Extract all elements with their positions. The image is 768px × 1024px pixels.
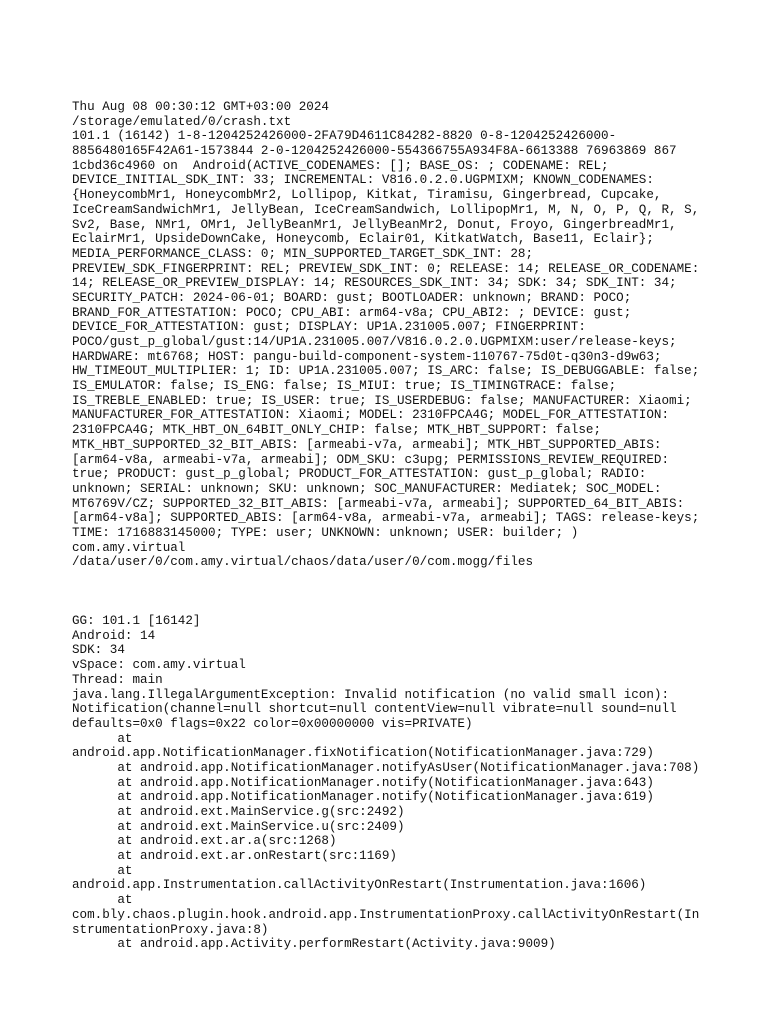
stack-frame: strumentationProxy.java:8) [72, 922, 269, 937]
device-info-line: {HoneycombMr1, HoneycombMr2, Lollipop, Kitkat, Tiramisu, Gingerbread, Cupcake, [72, 188, 662, 203]
crash-log-document [72, 100, 712, 952]
device-info-line: DEVICE_INITIAL_SDK_INT: 33; INCREMENTAL: V816.0.2.0.UGPMIXM; KNOWN_CODENAMES: [72, 173, 654, 188]
device-info-line: MTK_HBT_SUPPORTED_32_BIT_ABIS: [armeabi-v7a, armeabi]; MTK_HBT_SUPPORTED_ABIS: [72, 437, 662, 452]
stack-frame: at [72, 731, 133, 746]
device-info-line: true; PRODUCT: gust_p_global; PRODUCT_FOR_ATTESTATION: gust_p_global; RADIO: [72, 467, 647, 482]
spacer [72, 570, 712, 585]
device-info-line: DEVICE_FOR_ATTESTATION: gust; DISPLAY: UP1A.231005.007; FINGERPRINT: [72, 320, 586, 335]
package-name: com.amy.virtual [72, 540, 186, 555]
files-path: /data/user/0/com.amy.virtual/chaos/data/user/0/com.mogg/files [72, 555, 534, 570]
device-info-block [72, 129, 712, 540]
stack-frame: android.app.Instrumentation.callActivityOnRestart(Instrumentation.java:1606) [72, 878, 647, 893]
device-info-line: HARDWARE: mt6768; HOST: pangu-build-component-system-110767-75d0t-q30n3-d9w63; [72, 349, 662, 364]
stack-trace [72, 732, 712, 952]
device-info-line: MANUFACTURER_FOR_ATTESTATION: Xiaomi; MODEL: 2310FPCA4G; MODEL_FOR_ATTESTATION: [72, 408, 670, 423]
stack-frame: at [72, 863, 133, 878]
device-info-line: MEDIA_PERFORMANCE_CLASS: 0; MIN_SUPPORTED_TARGET_SDK_INT: 28; [72, 246, 534, 261]
spacer [72, 599, 712, 614]
device-info-line: HW_TIMEOUT_MULTIPLIER: 1; ID: UP1A.231005.007; IS_ARC: false; IS_DEBUGGABLE: false; [72, 364, 700, 379]
stack-frame: com.bly.chaos.plugin.hook.android.app.InstrumentationProxy.callActivityOnRestart(In [72, 907, 700, 922]
device-info-line: EclairMr1, UpsideDownCake, Honeycomb, Eclair01, KitkatWatch, Base11, Eclair}; [72, 232, 654, 247]
stack-frame: android.app.NotificationManager.fixNotification(NotificationManager.java:729) [72, 746, 654, 761]
device-info-line: IS_TREBLE_ENABLED: true; IS_USER: true; IS_USERDEBUG: false; MANUFACTURER: Xiaomi; [72, 393, 692, 408]
thread: Thread: main [72, 672, 163, 687]
sdk-version: SDK: 34 [72, 643, 125, 658]
stack-frame: at [72, 893, 133, 908]
stack-frame: at android.app.NotificationManager.notifyAsUser(NotificationManager.java:708) [72, 760, 700, 775]
device-info-line: IS_EMULATOR: false; IS_ENG: false; IS_MIUI: true; IS_TIMINGTRACE: false; [72, 379, 617, 394]
stack-frame: at android.ext.MainService.u(src:2409) [72, 819, 405, 834]
device-info-line: MT6769V/CZ; SUPPORTED_32_BIT_ABIS: [armeabi-v7a, armeabi]; SUPPORTED_64_BIT_ABIS: [72, 496, 685, 511]
device-info-line: 2310FPCA4G; MTK_HBT_ON_64BIT_ONLY_CHIP: false; MTK_HBT_SUPPORT: false; [72, 423, 602, 438]
stack-frame: at android.app.Activity.performRestart(Activity.java:9009) [72, 937, 556, 952]
device-info-line: 8856480165F42A61-1573844 2-0-1204252426000-554366755A934F8A-6613388 76963869 867 [72, 144, 677, 159]
exception-line: Notification(channel=null shortcut=null contentView=null vibrate=null sound=null [72, 702, 677, 717]
device-info-line: 14; RELEASE_OR_PREVIEW_DISPLAY: 14; RESOURCES_SDK_INT: 34; SDK: 34; SDK_INT: 34; [72, 276, 677, 291]
stack-frame: at android.app.NotificationManager.notify(NotificationManager.java:619) [72, 790, 654, 805]
device-info-line: 101.1 (16142) 1-8-1204252426000-2FA79D4611C84282-8820 0-8-1204252426000- [72, 129, 617, 144]
timestamp: Thu Aug 08 00:30:12 GMT+03:00 2024 [72, 100, 329, 114]
device-info-line: [arm64-v8a]; SUPPORTED_ABIS: [arm64-v8a, armeabi-v7a, armeabi]; TAGS: release-keys; [72, 511, 700, 526]
device-info-line: unknown; SERIAL: unknown; SKU: unknown; SOC_MANUFACTURER: Mediatek; SOC_MODEL: [72, 481, 662, 496]
spacer [72, 585, 712, 600]
device-info-line: BRAND_FOR_ATTESTATION: POCO; CPU_ABI: arm64-v8a; CPU_ABI2: ; DEVICE: gust; [72, 305, 632, 320]
device-info-line: PREVIEW_SDK_FINGERPRINT: REL; PREVIEW_SDK_INT: 0; RELEASE: 14; RELEASE_OR_CODENAME: [72, 261, 700, 276]
device-info-line: POCO/gust_p_global/gust:14/UP1A.231005.007/V816.0.2.0.UGPMIXM:user/release-keys; [72, 335, 677, 349]
exception-line: java.lang.IllegalArgumentException: Invalid notification (no valid small icon): [72, 687, 670, 702]
stack-frame: at android.app.NotificationManager.notify(NotificationManager.java:643) [72, 775, 654, 790]
device-info-line: 1cbd36c4960 on Android(ACTIVE_CODENAMES: []; BASE_OS: ; CODENAME: REL; [72, 158, 609, 173]
device-info-line: TIME: 1716883145000; TYPE: user; UNKNOWN: unknown; USER: builder; ) [72, 525, 579, 540]
device-info-line: SECURITY_PATCH: 2024-06-01; BOARD: gust; BOOTLOADER: unknown; BRAND: POCO; [72, 290, 632, 305]
device-info-line: IceCreamSandwichMr1, JellyBean, IceCreamSandwich, LollipopMr1, M, N, O, P, Q, R, S, [72, 202, 700, 217]
gg-version: GG: 101.1 [16142] [72, 614, 201, 629]
android-version: Android: 14 [72, 628, 156, 643]
crash-summary [72, 614, 712, 732]
exception-line: defaults=0x0 flags=0x22 color=0x00000000 vis=PRIVATE) [72, 716, 473, 731]
stack-frame: at android.ext.MainService.g(src:2492) [72, 805, 405, 819]
stack-frame: at android.ext.ar.onRestart(src:1169) [72, 849, 397, 864]
device-info-line: Sv2, Base, NMr1, OMr1, JellyBeanMr1, JellyBeanMr2, Donut, Froyo, GingerbreadMr1, [72, 217, 677, 232]
device-info-line: [arm64-v8a, armeabi-v7a, armeabi]; ODM_SKU: c3upg; PERMISSIONS_REVIEW_REQUIRED: [72, 452, 670, 467]
file-path: /storage/emulated/0/crash.txt [72, 114, 292, 129]
vspace: vSpace: com.amy.virtual [72, 658, 246, 673]
stack-frame: at android.ext.ar.a(src:1268) [72, 834, 337, 849]
